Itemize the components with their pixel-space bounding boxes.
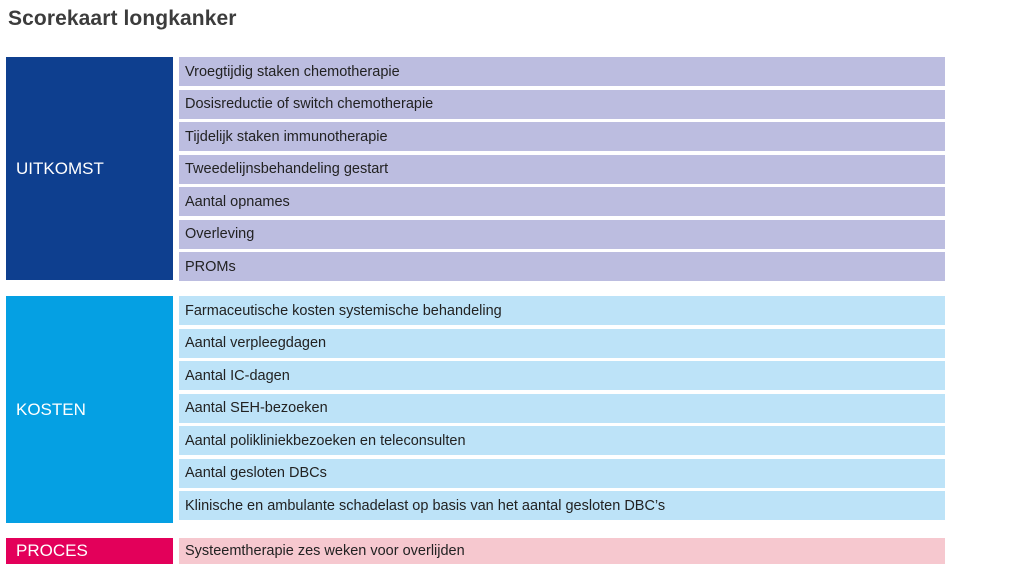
list-item: Aantal IC-dagen (179, 361, 945, 390)
section-items-proces (179, 538, 945, 568)
list-item: Aantal SEH-bezoeken (179, 394, 945, 423)
list-item: Vroegtijdig staken chemotherapie (179, 57, 945, 86)
section-items-kosten (179, 296, 945, 524)
list-item: Overleving (179, 220, 945, 249)
list-item: Tweedelijnsbehandeling gestart (179, 155, 945, 184)
section-label-kosten: KOSTEN (6, 296, 173, 523)
list-item: Aantal opnames (179, 187, 945, 216)
list-item: Farmaceutische kosten systemische behandeling (179, 296, 945, 325)
list-item: Aantal gesloten DBCs (179, 459, 945, 488)
list-item: PROMs (179, 252, 945, 281)
section-items-uitkomst (179, 57, 945, 285)
list-item: Tijdelijk staken immunotherapie (179, 122, 945, 151)
list-item: Aantal verpleegdagen (179, 329, 945, 358)
list-item: Dosisreductie of switch chemotherapie (179, 90, 945, 119)
list-item: Klinische en ambulante schadelast op basis van het aantal gesloten DBC’s (179, 491, 945, 520)
list-item: Aantal polikliniekbezoeken en teleconsulten (179, 426, 945, 455)
section-kosten (6, 296, 945, 523)
section-uitkomst (6, 57, 945, 280)
page-title: Scorekaart longkanker (8, 7, 237, 30)
section-proces (6, 538, 945, 564)
section-label-uitkomst: UITKOMST (6, 57, 173, 280)
section-label-proces: PROCES (6, 538, 173, 564)
list-item: Systeemtherapie zes weken voor overlijden (179, 538, 945, 564)
